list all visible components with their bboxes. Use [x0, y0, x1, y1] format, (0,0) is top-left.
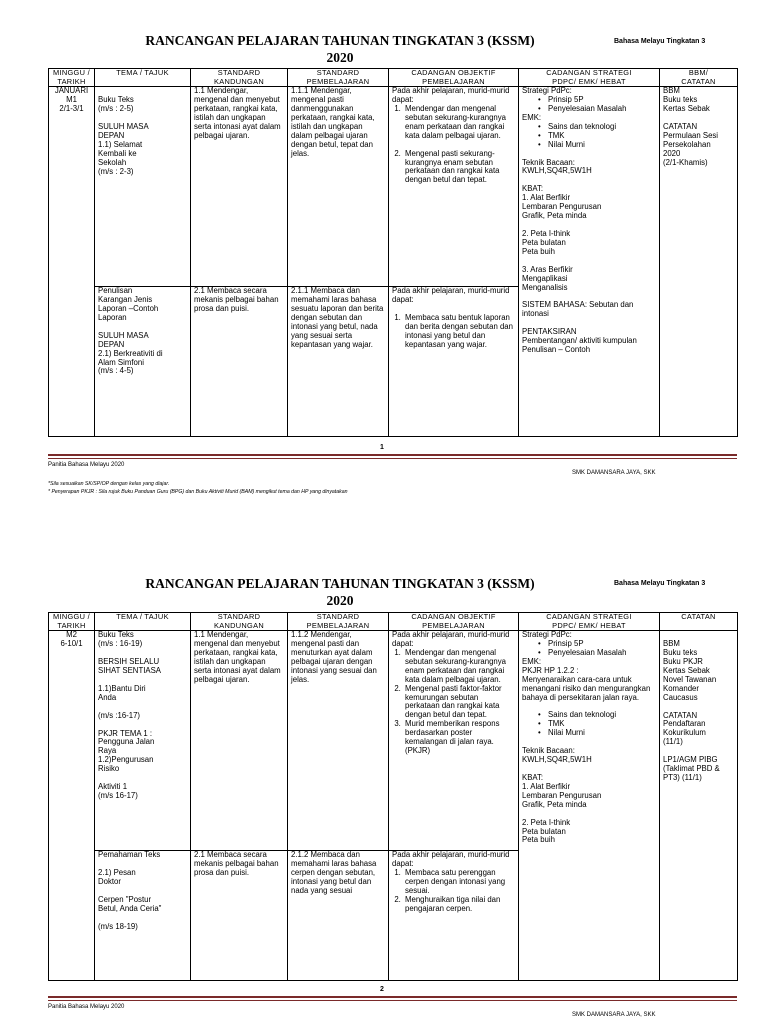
- minggu-cell: JANUARI M1 2/1-3/1: [49, 87, 95, 437]
- table-row: [49, 631, 738, 851]
- objective-list: [392, 105, 515, 185]
- col-header-tema: TEMA / TAJUK: [95, 69, 191, 87]
- sk-cell: 2.1 Membaca secara mekanis pelbagai bahan prosa dan puisi.: [191, 287, 288, 437]
- footer-right: SMK DAMANSARA JAYA, SKK: [572, 470, 656, 476]
- col-header-sp: STANDARD PEMBELAJARAN: [288, 613, 389, 631]
- objektif-cell: Pada akhir pelajaran, murid-murid dapat: 1. Membaca satu perenggan cerpen dengan intonasi yang sesuai. 2. Menghuraikan tiga nilai dan pengajaran cerpen.: [389, 851, 519, 981]
- list-item: 2. Mengenal pasti faktor-faktor kemurungan sebutan perkataan dan rangkai kata dengan betul dan tepat.: [403, 685, 515, 721]
- footer-left: Panitia Bahasa Melayu 2020: [48, 1004, 125, 1010]
- page-number: 1: [380, 444, 384, 451]
- list-item: • Prinsip 5P: [548, 96, 656, 105]
- list-item: 1. Membaca satu bentuk laporan dan berita dengan sebutan dan intonasi yang betul dan kepantasan yang wajar.: [403, 314, 515, 350]
- objektif-cell: Pada akhir pelajaran, murid-murid dapat: 1. Membaca satu bentuk laporan dan berita dengan sebutan dan intonasi yang betul dan kepantasan yang wajar.: [389, 287, 519, 437]
- sp-cell: 2.1.1 Membaca dan memahami laras bahasa sesuatu laporan dan berita dengan sebutan dan intonasi yang betul, nada yang sesuai serta kepantasan yang wajar.: [288, 287, 389, 437]
- col-header-minggu: MINGGU / TARIKH: [49, 613, 95, 631]
- list-item: • Nilai Murni: [548, 141, 656, 150]
- table-row: [49, 87, 738, 287]
- page-title: RANCANGAN PELAJARAN TAHUNAN TINGKATAN 3 (KSSM) 2020: [145, 33, 535, 65]
- strategi-cell: Strategi PdPc: • Prinsip 5P • Penyelesaian Masalah EMK: PKJR HP 1.2.2 : Menyenaraikan cara-cara untuk menangani risiko dan mengurangkan bahaya di persekitaran jalan raya. • Sains dan teknologi • TMK • Nilai Murni Teknik Bacaan: KWLH,SQ4R,5W1H KBAT: 1. Alat Berfikir Lembaran Pengurusan Grafik, Peta minda 2. Peta I-think Peta bulatan Peta buih: [519, 631, 660, 981]
- footer-right: SMK DAMANSARA JAYA, SKK: [572, 1012, 656, 1018]
- objektif-cell: Pada akhir pelajaran, murid-murid dapat: 1. Mendengar dan mengenal sebutan sekurang-kurangnya enam perkataan dan rangkai kata dalam pelbagai ujaran. 2. Mengenal pasti sekurang-kurangnya enam sebutan perkataan dan rangkai kata dengan betul dan tepat.: [389, 87, 519, 287]
- objektif-cell: Pada akhir pelajaran, murid-murid dapat: 1. Mendengar dan mengenal sebutan sekurang-kurangnya enam perkataan dan rangkai kata dalam pelbagai ujaran. 2. Mengenal pasti faktor-faktor kemurungan sebutan perkataan dan rangkai kata dengan betul dan tepat. 3. Murid memberikan respons berdasarkan poster kemalangan di jalan raya. (PKJR): [389, 631, 519, 851]
- catatan-cell: BBM Buku teks Buku PKJR Kertas Sebak Novel Tawanan Komander Caucasus CATATAN Pendaftaran Kokurikulum (11/1) LP1/AGM PIBG (Taklimat PBD & PT3) (11/1): [660, 631, 738, 981]
- footer-rule: [48, 454, 737, 456]
- col-header-tema: TEMA / TAJUK: [95, 613, 191, 631]
- document-page-1: [0, 0, 768, 505]
- col-header-minggu: MINGGU / TARIKH: [49, 69, 95, 87]
- page-number: 2: [380, 986, 384, 993]
- list-item: • Sains dan teknologi: [548, 711, 656, 720]
- footer-left: Panitia Bahasa Melayu 2020: [48, 462, 125, 468]
- list-item: • TMK: [548, 720, 656, 729]
- col-header-objektif: CADANGAN OBJEKTIF PEMBELAJARAN: [389, 613, 519, 631]
- list-item: • Penyelesaian Masalah: [548, 105, 656, 114]
- col-header-catatan: CATATAN: [660, 613, 738, 631]
- col-header-strategi: CADANGAN STRATEGI PDPC/ EMK/ HEBAT: [519, 613, 660, 631]
- minggu-cell: M2 6-10/1: [49, 631, 95, 981]
- footer-rule: [48, 458, 737, 459]
- strategi-cell: Strategi PdPc: • Prinsip 5P • Penyelesaian Masalah EMK: • Sains dan teknologi • TMK • Nilai Murni Teknik Bacaan: KWLH,SQ4R,5W1H KBAT: 1. Alat Berfikir Lembaran Pengurusan Grafik, Peta minda 2. Peta I-think Peta bulatan Peta buih 3. Aras Berfikir Mengaplikasi Menganalisis SISTEM BAHASA: Sebutan dan intonasi PENTAKSIRAN Pembentangan/ aktiviti kumpulan Penulisan – Contoh: [519, 87, 660, 437]
- table-header-row: [49, 613, 738, 631]
- list-item: • Nilai Murni: [548, 729, 656, 738]
- list-item: 1. Mendengar dan mengenal sebutan sekurang-kurangnya enam perkataan dan rangkai kata dalam pelbagai ujaran.: [403, 649, 515, 685]
- objective-list: [392, 869, 515, 914]
- list-item: • Prinsip 5P: [548, 640, 656, 649]
- col-header-catatan: BBM/ CATATAN: [660, 69, 738, 87]
- col-header-strategi: CADANGAN STRATEGI PDPC/ EMK/ HEBAT: [519, 69, 660, 87]
- footer-rule: [48, 1000, 737, 1001]
- tema-cell: Penulisan Karangan Jenis Laporan –Contoh Laporan SULUH MASA DEPAN 2.1) Berkreativiti di Alam Simfoni (m/s : 4-5): [95, 287, 191, 437]
- footer-rule: [48, 996, 737, 998]
- tema-cell: Buku Teks (m/s : 2-5) SULUH MASA DEPAN 1.1) Selamat Kembali ke Sekolah (m/s : 2-3): [95, 87, 191, 287]
- page-title: RANCANGAN PELAJARAN TAHUNAN TINGKATAN 3 (KSSM) 2020: [145, 576, 535, 608]
- objective-list: [392, 314, 515, 350]
- col-header-objektif: CADANGAN OBJEKTIF PEMBELAJARAN: [389, 69, 519, 87]
- objective-list: [392, 649, 515, 756]
- sk-cell: 1.1 Mendengar, mengenal dan menyebut perkataan, rangkai kata, istilah dan ungkapan serta intonasi ayat dalam pelbagai ujaran.: [191, 631, 288, 851]
- header-subject: Bahasa Melayu Tingkatan 3: [614, 38, 706, 45]
- list-item: • Penyelesaian Masalah: [548, 649, 656, 658]
- catatan-cell: BBM Buku teks Kertas Sebak CATATAN Permulaan Sesi Persekolahan 2020 (2/1-Khamis): [660, 87, 738, 437]
- plan-table: [48, 68, 738, 437]
- table-header-row: [49, 69, 738, 87]
- list-item: • TMK: [548, 132, 656, 141]
- sk-cell: 2.1 Membaca secara mekanis pelbagai bahan prosa dan puisi.: [191, 851, 288, 981]
- sp-cell: 2.1.2 Membaca dan memahami laras bahasa cerpen dengan sebutan, intonasi yang betul dan nada yang sesuai: [288, 851, 389, 981]
- list-item: 1. Membaca satu perenggan cerpen dengan intonasi yang sesuai.: [403, 869, 515, 896]
- list-item: 2. Menghuraikan tiga nilai dan pengajaran cerpen.: [403, 896, 515, 914]
- tema-cell: Buku Teks (m/s : 16-19) BERSIH SELALU SIHAT SENTIASA 1.1)Bantu Diri Anda (m/s :16-17) PKJR TEMA 1 : Pengguna Jalan Raya 1.2)Pengurusan Risiko Aktiviti 1 (m/s 16-17): [95, 631, 191, 851]
- list-item: 1. Mendengar dan mengenal sebutan sekurang-kurangnya enam perkataan dan rangkai kata dalam pelbagai ujaran.: [403, 105, 515, 141]
- document-page-2: [0, 560, 768, 1024]
- sp-cell: 1.1.1 Mendengar, mengenal pasti danmenggunakan perkataan, rangkai kata, istilah dan ungkapan dalam pelbagai ujaran dengan betul, tepat dan jelas.: [288, 87, 389, 287]
- header-subject: Bahasa Melayu Tingkatan 3: [614, 580, 706, 587]
- list-item: 2. Mengenal pasti sekurang-kurangnya enam sebutan perkataan dan rangkai kata dengan betul dan tepat.: [403, 150, 515, 186]
- list-item: 3. Murid memberikan respons berdasarkan poster kemalangan di jalan raya. (PKJR): [403, 720, 515, 756]
- list-item: • Sains dan teknologi: [548, 123, 656, 132]
- col-header-sk: STANDARD KANDUNGAN: [191, 613, 288, 631]
- footnote: *Sila sesuaikan SK/SP/OP dengan kelas yang diajar.: [48, 481, 170, 487]
- tema-cell: Pemahaman Teks 2.1) Pesan Doktor Cerpen "Postur Betul, Anda Ceria" (m/s 18-19): [95, 851, 191, 981]
- footnote: * Penyerapan PKJR : Sila rujuk Buku Panduan Guru (BPG) dan Buku Aktiviti Murid (BAM) mengikut tema dan HP yang dinyatakan: [48, 489, 348, 495]
- col-header-sk: STANDARD KANDUNGAN: [191, 69, 288, 87]
- sp-cell: 1.1.2 Mendengar, mengenal pasti dan menuturkan ayat dalam pelbagai ujaran dengan intonasi yang sesuai dan jelas.: [288, 631, 389, 851]
- sk-cell: 1.1 Mendengar, mengenal dan menyebut perkataan, rangkai kata, istilah dan ungkapan serta intonasi ayat dalam pelbagai ujaran.: [191, 87, 288, 287]
- col-header-sp: STANDARD PEMBELAJARAN: [288, 69, 389, 87]
- plan-table: [48, 612, 738, 981]
